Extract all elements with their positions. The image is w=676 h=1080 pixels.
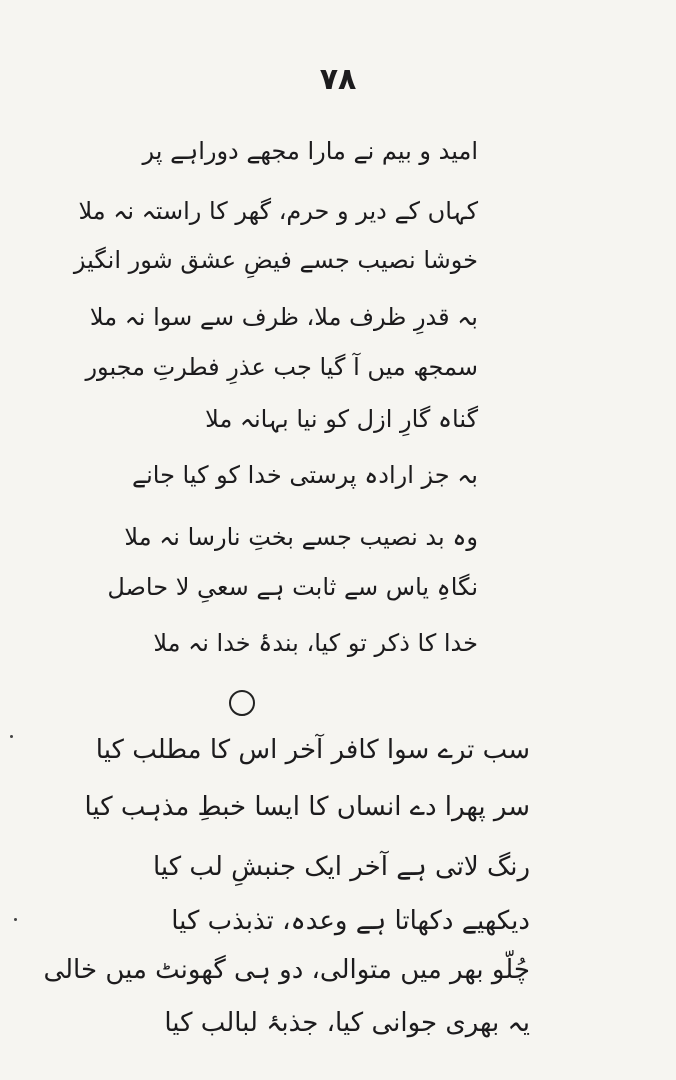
verse-line: رنگ لاتی ہے آخر ایک جنبشِ لب کیا	[153, 852, 530, 882]
verse-line: خوشا نصیب جسے فیضِ عشق شور انگیز	[73, 246, 478, 274]
page-number: ۷۸	[319, 62, 357, 97]
verse-line: کہاں کے دیر و حرم، گھر کا راستہ نہ ملا	[78, 197, 478, 225]
verse-line: خدا کا ذکر تو کیا، بندۂ خدا نہ ملا	[153, 629, 478, 657]
verse-line: سب ترے سوا کافر آخر اس کا مطلب کیا	[95, 735, 530, 765]
verse-line: بہ جز ارادہ پرستی خدا کو کیا جانے	[132, 461, 478, 489]
verse-line: سمجھ میں آ گیا جب عذرِ فطرتِ مجبور	[85, 353, 478, 381]
verse-line: دیکھیے دکھاتا ہے وعدہ، تذبذب کیا	[171, 906, 530, 936]
verse-line: نگاہِ یاس سے ثابت ہے سعیِ لا حاصل	[107, 573, 478, 601]
paper-speck	[10, 735, 13, 738]
section-divider-circle	[229, 690, 255, 716]
verse-line: وہ بد نصیب جسے بختِ نارسا نہ ملا	[124, 523, 478, 551]
verse-line: یہ بھری جوانی کیا، جذبۂ لبالب کیا	[164, 1008, 530, 1038]
verse-line: سر پھرا دے انساں کا ایسا خبطِ مذہب کیا	[84, 792, 530, 822]
verse-line: بہ قدرِ ظرف ملا، ظرف سے سوا نہ ملا	[89, 303, 478, 331]
verse-line: امید و بیم نے مارا مجھے دوراہے پر	[142, 137, 478, 165]
paper-speck	[14, 918, 17, 921]
verse-line: چُلّو بھر میں متوالی، دو ہی گھونٹ میں خالی	[43, 955, 530, 985]
verse-line: گناہ گارِ ازل کو نیا بہانہ ملا	[205, 405, 478, 433]
